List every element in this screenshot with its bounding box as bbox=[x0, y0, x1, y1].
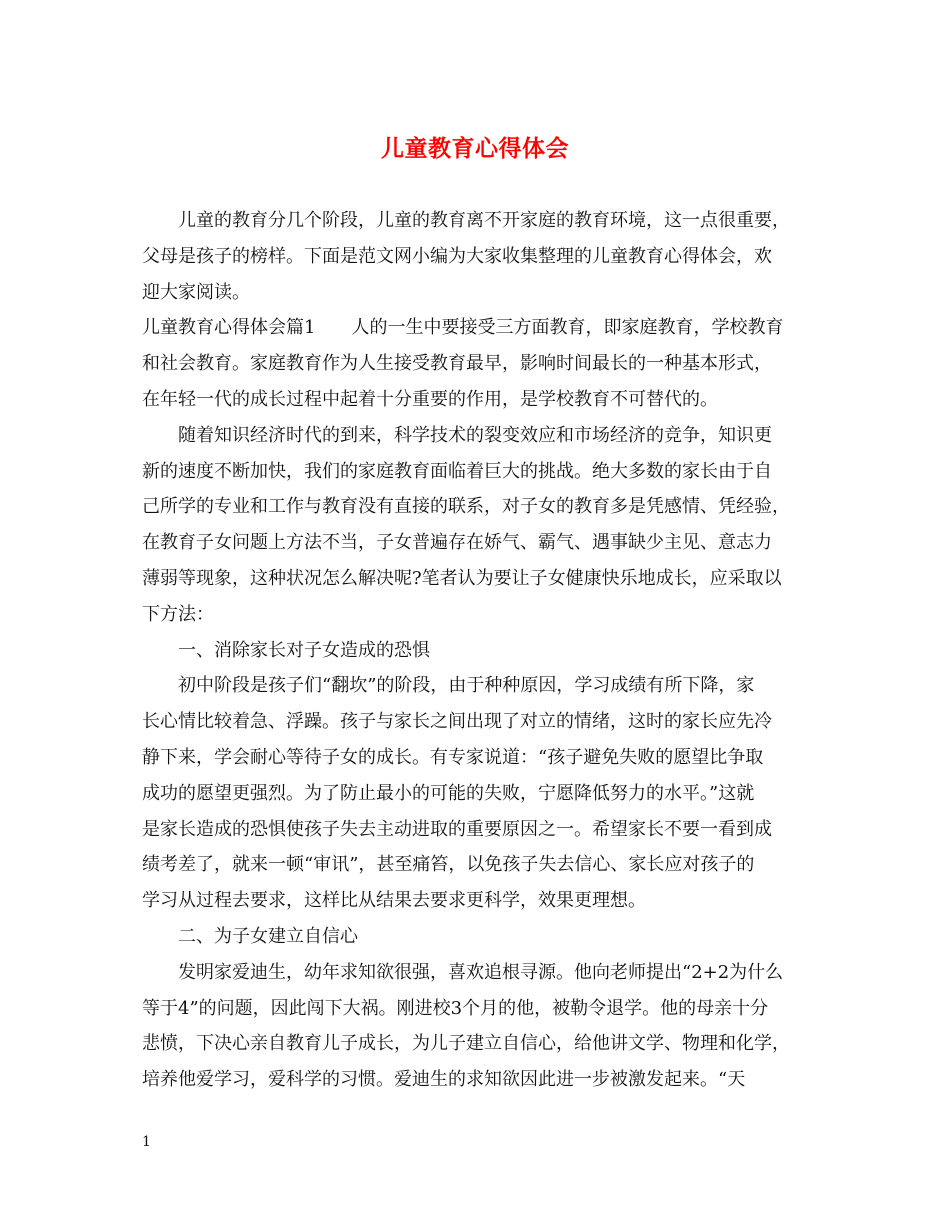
paragraph-line: 和社会教育。家庭教育作为人生接受教育最早，影响时间最长的一种基本形式， bbox=[142, 353, 772, 375]
paragraph-line: 悲愤，下决心亲自教育儿子成长，为儿子建立自信心，给他讲文学、物理和化学， bbox=[142, 1033, 790, 1055]
document-title: 儿童教育心得体会 bbox=[381, 135, 569, 162]
paragraph-line: 成功的愿望更强烈。为了防止最小的可能的失败，宁愿降低努力的水平。”这就 bbox=[142, 782, 755, 804]
paragraph-line: 薄弱等现象，这种状况怎么解决呢?笔者认为要让子女健康快乐地成长，应采取以 bbox=[142, 567, 782, 589]
paragraph-line: 儿童教育心得体会篇1 人的一生中要接受三方面教育，即家庭教育，学校教育 bbox=[142, 317, 784, 339]
paragraph-line: 长心情比较着急、浮躁。孩子与家长之间出现了对立的情绪，这时的家长应先冷 bbox=[142, 711, 772, 733]
paragraph-line: 学习从过程去要求，这样比从结果去要求更科学，效果更理想。 bbox=[142, 890, 646, 912]
paragraph-line: 己所学的专业和工作与教育没有直接的联系，对子女的教育多是凭感情、凭经验， bbox=[142, 496, 790, 518]
document-body bbox=[142, 203, 818, 1098]
paragraph-line: 随着知识经济时代的到来，科学技术的裂变效应和市场经济的竞争，知识更 bbox=[142, 424, 772, 446]
paragraph-line: 儿童的教育分几个阶段，儿童的教育离不开家庭的教育环境，这一点很重要， bbox=[142, 210, 790, 231]
section-heading: 一、消除家长对子女造成的恐惧 bbox=[142, 639, 430, 661]
page-number: 1 bbox=[142, 1134, 151, 1150]
section-heading: 二、为子女建立自信心 bbox=[142, 925, 358, 947]
paragraph-line: 下方法： bbox=[142, 603, 214, 625]
paragraph-line: 绩考差了，就来一顿“审讯”，甚至痛笞，以免孩子失去信心、家长应对孩子的 bbox=[142, 854, 755, 876]
paragraph-line: 新的速度不断加快，我们的家庭教育面临着巨大的挑战。绝大多数的家长由于自 bbox=[142, 460, 772, 482]
paragraph-line: 静下来，学会耐心等待子女的成长。有专家说道：“孩子避免失败的愿望比争取 bbox=[142, 746, 764, 768]
paragraph-line: 等于4”的问题，因此闯下大祸。刚进校3个月的他，被勒令退学。他的母亲十分 bbox=[142, 997, 769, 1019]
paragraph-line: 在教育子女问题上方法不当，子女普遍存在娇气、霸气、遇事缺少主见、意志力 bbox=[142, 532, 772, 554]
paragraph-line: 培养他爱学习，爱科学的习惯。爱迪生的求知欲因此进一步被激发起来。“天 bbox=[142, 1069, 746, 1091]
paragraph-line: 初中阶段是孩子们“翻坎”的阶段，由于种种原因，学习成绩有所下降，家 bbox=[142, 675, 755, 697]
paragraph-line: 是家长造成的恐惧使孩子失去主动进取的重要原因之一。希望家长不要一看到成 bbox=[142, 818, 772, 840]
paragraph-line: 父母是孩子的榜样。下面是范文网小编为大家收集整理的儿童教育心得体会，欢 bbox=[142, 245, 772, 267]
paragraph-line: 在年轻一代的成长过程中起着十分重要的作用，是学校教育不可替代的。 bbox=[142, 388, 718, 410]
paragraph-line: 发明家爱迪生，幼年求知欲很强，喜欢追根寻源。他向老师提出“2+2为什么 bbox=[142, 961, 784, 983]
paragraph-line: 迎大家阅读。 bbox=[142, 281, 250, 303]
